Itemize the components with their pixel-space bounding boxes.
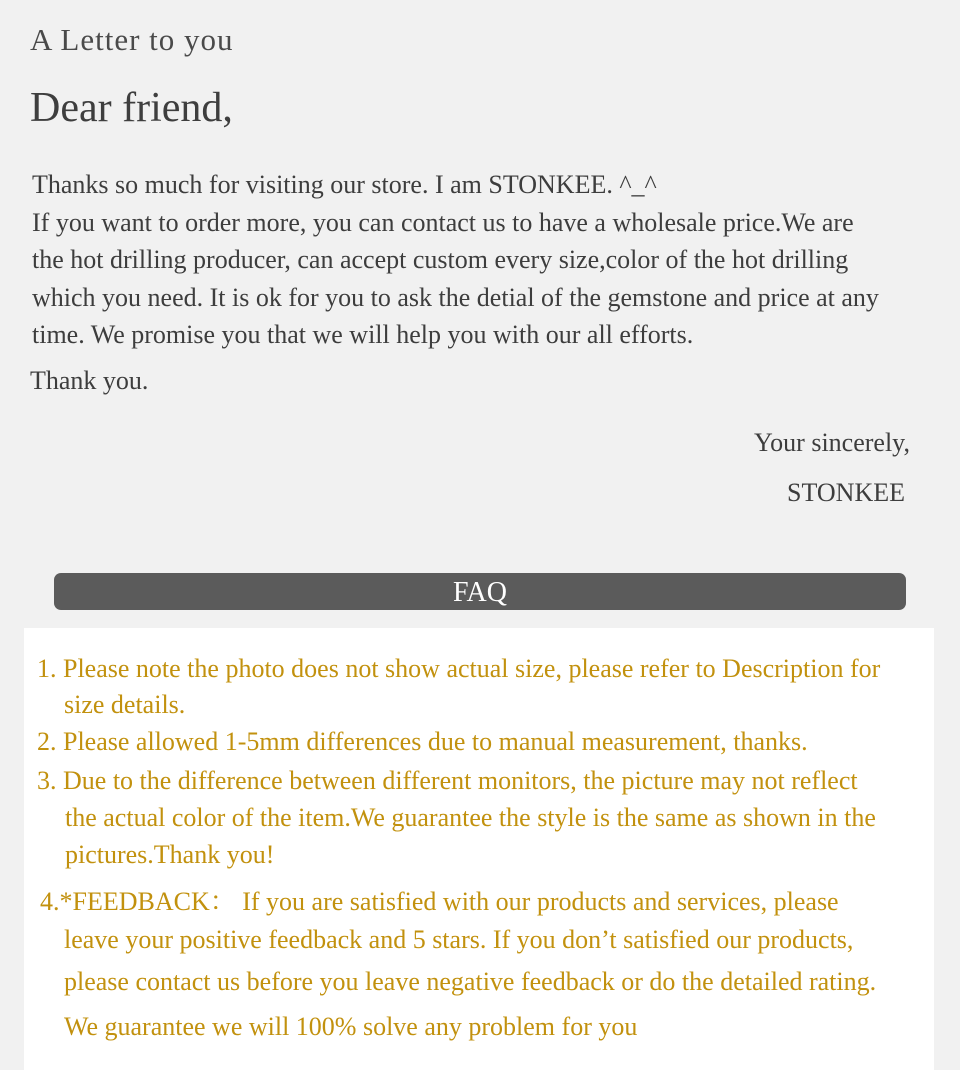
faq-item-1 (37, 651, 880, 723)
thank-you-text: Thank you. (30, 366, 149, 395)
faq-item-4 (40, 883, 876, 1050)
faq-item-line: 3. Due to the difference between different monitors, the picture may not reflect (37, 766, 858, 795)
faq-item-line: pictures.Thank you! (65, 840, 275, 869)
letter-body (32, 166, 942, 354)
letter-body-line: the hot drilling producer, can accept custom every size,color of the hot drilling (32, 245, 849, 274)
letter-body-line: time. We promise you that we will help you with our all efforts. (32, 320, 694, 349)
faq-item-line: We guarantee we will 100% solve any problem for you (64, 1012, 638, 1041)
letter-heading: A Letter to you (30, 22, 234, 57)
faq-header-bar (54, 573, 906, 610)
salutation: Dear friend, (30, 85, 233, 131)
faq-item-2 (37, 724, 808, 760)
letter-body-line: If you want to order more, you can contact us to have a wholesale price.We are (32, 207, 854, 237)
faq-item-line: leave your positive feedback and 5 stars. If you don’t satisfied our products, (64, 925, 854, 954)
letter-body-line: which you need. It is ok for you to ask the detial of the gemstone and price at any (32, 282, 879, 312)
closing-text: Your sincerely, (754, 428, 910, 457)
faq-item-line: the actual color of the item.We guarantee the style is the same as shown in the (65, 803, 876, 832)
faq-item-3 (37, 762, 876, 873)
faq-title: FAQ (453, 577, 507, 608)
signature-text: STONKEE (787, 478, 905, 507)
faq-panel (24, 628, 934, 1070)
faq-item-line: please contact us before you leave negative feedback or do the detailed rating. (64, 967, 877, 996)
faq-item-line: 1. Please note the photo does not show actual size, please refer to Description for (37, 654, 881, 683)
faq-item-line: 2. Please allowed 1-5mm differences due to manual measurement, thanks. (37, 727, 808, 756)
faq-item-line: 4.*FEEDBACK： If you are satisfied with our products and services, please (40, 887, 839, 916)
faq-item-line: size details. (64, 690, 186, 719)
letter-body-line: Thanks so much for visiting our store. I am STONKEE. ^_^ (32, 170, 657, 199)
